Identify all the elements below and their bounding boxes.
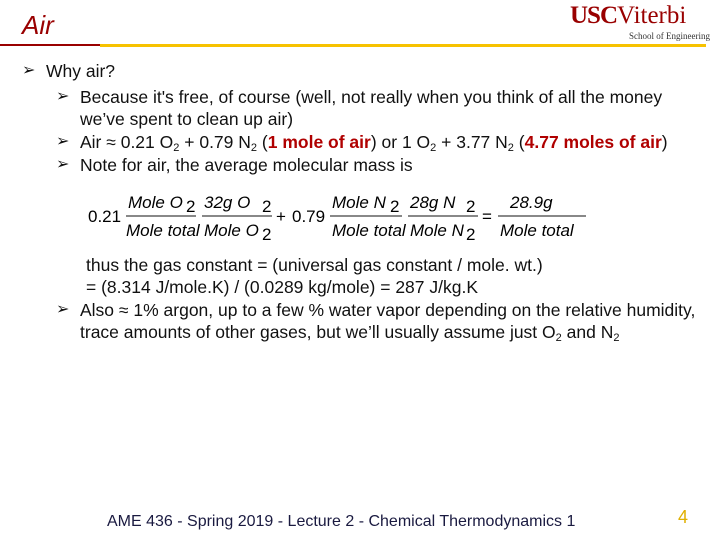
eq-coef-0-79: 0.79: [292, 207, 326, 226]
subscript: 2: [250, 142, 258, 154]
text: ): [661, 132, 668, 152]
bullet-argon: [22, 299, 702, 343]
eq-sub: 2: [466, 225, 476, 244]
title-underline-dark: [0, 44, 100, 46]
highlight-moles: 4.77 moles of air: [524, 132, 662, 152]
subscript: 2: [613, 332, 620, 344]
eq-coef-0-21: 0.21: [88, 207, 122, 226]
slide-footer: AME 436 - Spring 2019 - Lecture 2 - Chemical Thermodynamics 1: [107, 513, 576, 530]
title-underline-gold: [100, 44, 706, 47]
logo-subtitle: School of Engineering: [629, 31, 710, 41]
arrow-bullet-icon: ➢: [56, 133, 70, 150]
usc-viterbi-logo: [570, 2, 712, 42]
text: Air ≈ 0.21 O: [80, 132, 174, 152]
page-number: 4: [678, 507, 689, 527]
bullet-list: [22, 60, 702, 344]
text: ) or 1 O: [370, 132, 431, 152]
arrow-bullet-icon: ➢: [22, 62, 36, 79]
bullet-text: Note for air, the average molecular mass is: [80, 155, 413, 175]
bullet-text: Also ≈ 1% argon, up to a few % water vapor depending on the relative humidity, trace amounts of other gases, but we’ll usually assume just O: [80, 300, 696, 342]
bullet-text: Why air?: [46, 61, 116, 81]
eq-num-32g-o2: 32g O: [204, 193, 251, 212]
eq-sub: 2: [390, 197, 400, 216]
eq-den-mole-n2: Mole N: [410, 221, 464, 240]
subscript: 2: [173, 142, 180, 154]
highlight-one-mole: 1 mole of air: [267, 132, 371, 152]
molecular-mass-equation: [80, 184, 600, 246]
eq-sub: 2: [262, 197, 272, 216]
arrow-bullet-icon: ➢: [56, 301, 70, 318]
arrow-bullet-icon: ➢: [56, 88, 70, 105]
text: (: [513, 132, 525, 152]
eq-den-mole-total: Mole total: [332, 221, 406, 240]
text: (: [257, 132, 268, 152]
eq-sub: 2: [262, 225, 272, 244]
slide-title: Air: [22, 10, 54, 40]
text: + 0.79 N: [179, 132, 251, 152]
gas-constant-line-1: thus the gas constant = (universal gas constant / mole. wt.): [86, 255, 543, 275]
bullet-why-air: [22, 60, 702, 82]
bullet-air-composition: [22, 131, 702, 153]
eq-num-mole-o2: Mole O: [128, 193, 183, 212]
eq-result-den: Mole total: [500, 221, 574, 240]
eq-result-28-9g: 28.9g: [510, 193, 553, 212]
arrow-bullet-icon: ➢: [56, 156, 70, 173]
subscript: 2: [507, 142, 514, 154]
eq-sub: 2: [186, 197, 196, 216]
eq-den-mole-o2: Mole O: [204, 221, 259, 240]
bullet-molecular-mass: [22, 154, 702, 298]
logo-viterbi-text: Viterbi: [617, 2, 687, 29]
eq-equals: =: [482, 207, 492, 226]
subscript: 2: [430, 142, 437, 154]
logo-usc-text: USC: [570, 2, 618, 29]
gas-constant-line-2: = (8.314 J/mole.K) / (0.0289 kg/mole) = 287 J/kg.K: [86, 277, 479, 297]
bullet-free: [22, 86, 702, 130]
eq-num-28g-n2: 28g N: [410, 193, 456, 212]
eq-sub: 2: [466, 197, 476, 216]
eq-plus: +: [276, 207, 286, 226]
eq-den-mole-total: Mole total: [126, 221, 200, 240]
text: + 3.77 N: [436, 132, 508, 152]
subscript: 2: [555, 332, 562, 344]
text: and N: [561, 322, 614, 342]
eq-num-mole-n2: Mole N: [332, 193, 386, 212]
bullet-text: Because it's free, of course (well, not really when you think of all the money we’ve spent to clean up air): [80, 87, 663, 129]
